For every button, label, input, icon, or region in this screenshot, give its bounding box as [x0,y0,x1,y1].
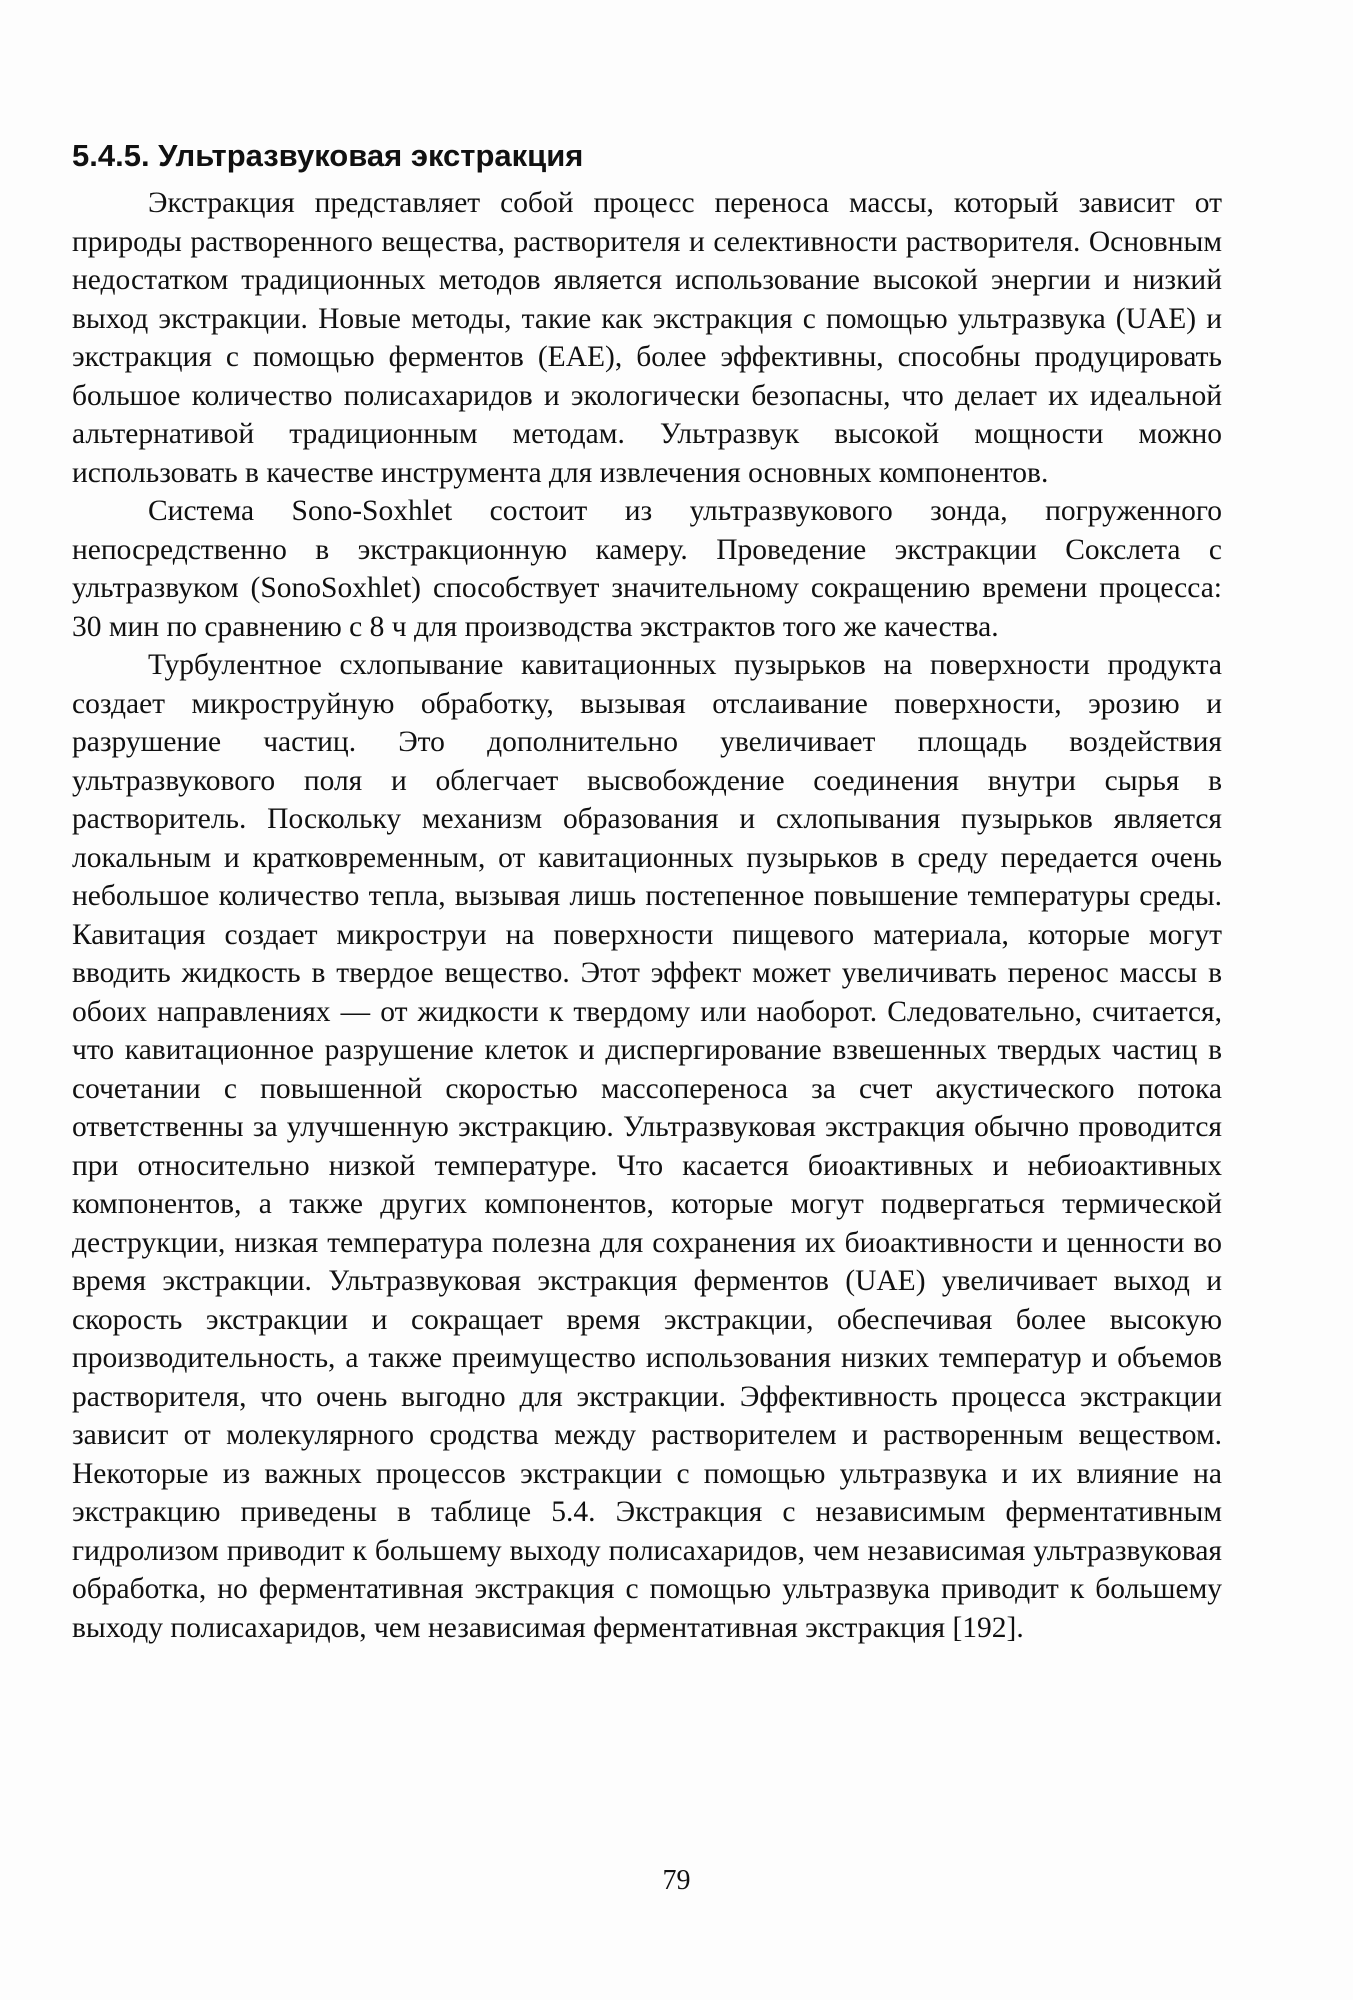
paragraph: Система Sono-Soxhlet состоит из ультразвукового зонда, погруженного непосредственно в экстракционную камеру. Проведение экстракции Сокслета с ультразвуком (SonoSoxhlet) способствует значительному сокращению времени процесса: 30 мин по сравнению с 8 ч для производства экстрактов того же качества. [72,495,1222,643]
paragraph: Турбулентное схлопывание кавитационных пузырьков на поверхности продукта создает микроструйную обработку, вызывая отслаивание поверхности, эрозию и разрушение частиц. Это дополнительно увеличивает площадь воздействия ультразвукового поля и облегчает высвобождение соединения внутри сырья в растворитель. Поскольку механизм образования и схлопывания пузырьков является локальным и кратковременным, от кавитационных пузырьков в среду передается очень небольшое количество тепла, вызывая лишь постепенное повышение температуры среды. Кавитация создает микроструи на поверхности пищевого материала, которые могут вводить жидкость в твердое вещество. Этот эффект может увеличивать перенос массы в обоих направлениях — от жидкости к твердому или наоборот. Следовательно, считается, что кавитационное разрушение клеток и диспергирование взвешенных твердых частиц в сочетании с повышенной скоростью массопереноса за счет акустического потока ответственны за улучшенную экстракцию. Ультразвуковая экстракция обычно проводится при относительно низкой температуре. Что касается биоактивных и небиоактивных компонентов, а также других компонентов, которые могут подвергаться термической деструкции, низкая температура полезна для сохранения их биоактивности и ценности во время экстракции. Ультразвуковая экстракция ферментов (UAE) увеличивает выход и скорость экстракции и сокращает время экстракции, обеспечивая более высокую производительность, а также преимущество использования низких температур и объемов растворителя, что очень выгодно для экстракции. Эффективность процесса экстракции зависит от молекулярного сродства между растворителем и растворенным веществом. Некоторые из важных процессов экстракции с помощью ультразвука и их влияние на экстракцию приведены в таблице 5.4. Экстракция с независимым ферментативным гидролизом приводит к большему выходу полисахаридов, чем независимая ультразвуковая обработка, но ферментативная экстракция с помощью ультразвука приводит к большему выходу полисахаридов, чем независимая ферментативная экстракция [192]. [72,649,1222,1644]
page-number: 79 [662,1865,691,1896]
paragraph: Экстракция представляет собой процесс переноса массы, который зависит от природы растворенного вещества, растворителя и селективности растворителя. Основным недостатком традиционных методов является использование высокой энергии и низкий выход экстракции. Новые методы, такие как экстракция с помощью ультразвука (UAE) и экстракция с помощью ферментов (EAE), более эффективны, способны продуцировать большое количество полисахаридов и экологически безопасны, что делает их идеальной альтернативой традиционным методам. Ультразвук высокой мощности можно использовать в качестве инструмента для извлечения основных компонентов. [72,187,1222,489]
section-heading: 5.4.5. Ультразвуковая экстракция [72,138,584,173]
body-text [72,184,1222,1647]
